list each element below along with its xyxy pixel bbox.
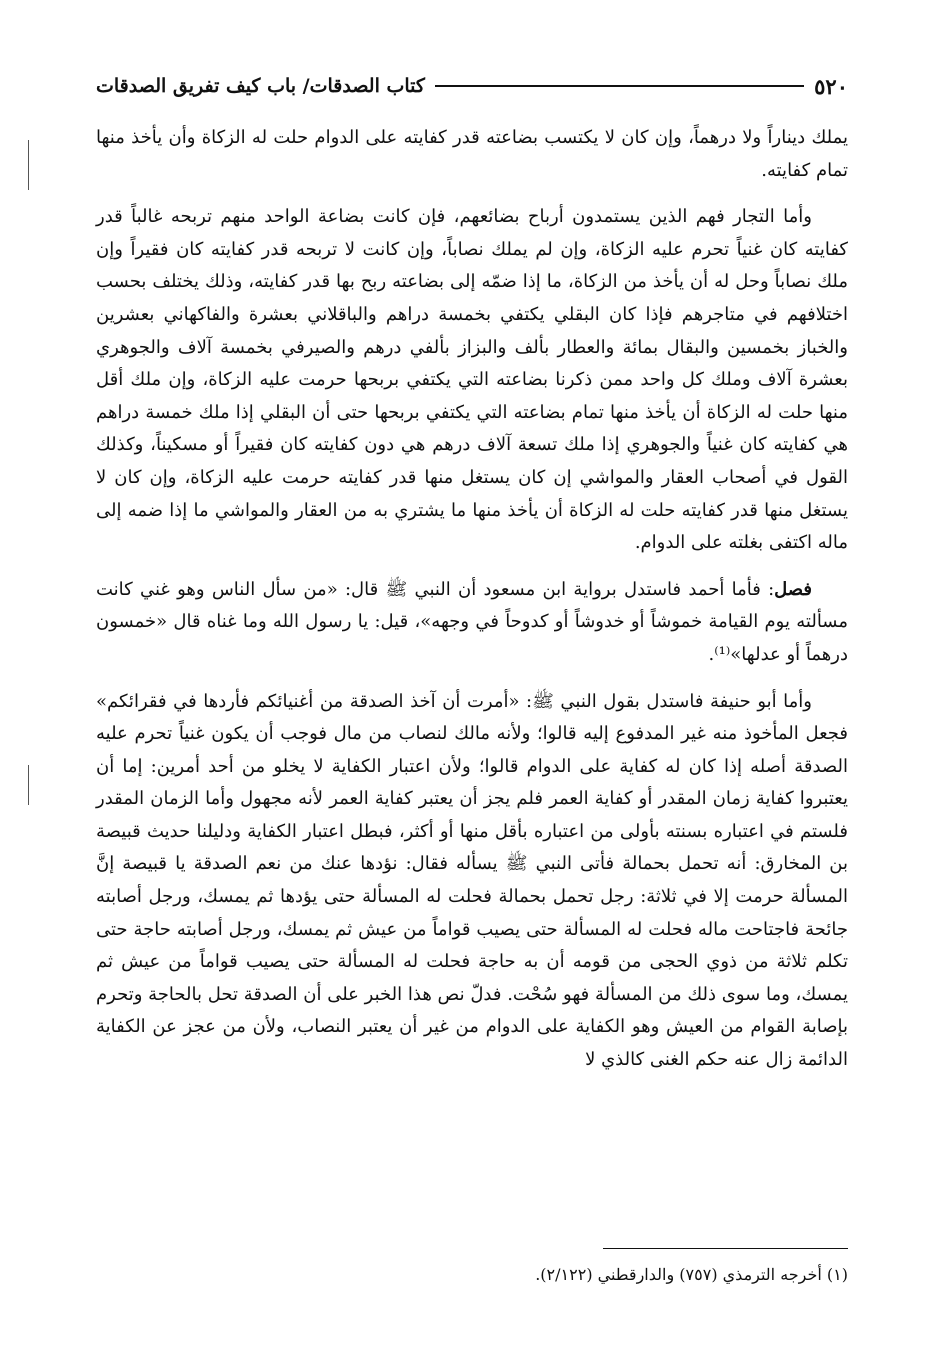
paragraph xyxy=(96,574,848,672)
header-rule xyxy=(435,85,804,87)
margin-mark xyxy=(28,765,29,805)
paragraph-text: : فأما أحمد فاستدل برواية ابن مسعود أن النبي ﷺ قال: «من سأل الناس وهو غني كانت مسألته يوم القيامة خموشاً أو خدوشاً أو كدوحاً في وجهه»، قيل: يا رسول الله وما غناه قال «خمسون درهماً أو عدلها»⁽¹⁾. xyxy=(96,578,848,665)
section-label: فصل xyxy=(774,578,812,600)
main-text xyxy=(96,122,848,1077)
paragraph xyxy=(96,122,848,187)
paragraph-text: وأما أبو حنيفة فاستدل بقول النبي ﷺ: «أمرت أن آخذ الصدقة من أغنيائكم فأردها في فقرائكم» فجعل المأخوذ منه غير المدفوع إليه قالوا؛ ولأنه مالك لنصاب من مال فوجب أن يكون غنياً تحرم عليه الصدقة أصله إذا كان له كفاية على الدوام قالوا؛ ولأن اعتبار الكفاية لا يخلو من أحد أمرين: إما أن يعتبروا كفاية زمان المقدر أو كفاية العمر فلم يجز أن يعتبر كفاية العمر لأنه مجهول وأما الزمان المقدر فلستم في اعتباره بسنته بأولى من اعتباره بأقل منها أو أكثر، فبطل اعتبار الكفاية ودليلنا حديث قبيصة بن المخارق: أنه تحمل بحمالة فأتى النبي ﷺ يسأله فقال: نؤدها عنك من نعم الصدقة يا قبيصة إنَّ المسألة حرمت إلا في ثلاثة: رجل تحمل بحمالة فحلت له المسألة حتى يؤدها ثم يمسك، ورجل أصابته جائحة فاجتاحت ماله فحلت له المسألة حتى يصيب قواماً من عيش ثم يمسك، ورجل أصابته حاجة حتى تكلم ثلاثة من ذوي الحجى من قومه أن به حاجة فحلت له المسألة حتى يصيب قواماً من عيش ثم يمسك، وما سوى ذلك من المسألة فهو سُحْت. فدلّ نص هذا الخبر على أن الصدقة تحل بالحاجة وتحرم بإصابة القوام من العيش وهو الكفاية على الدوام من غير أن يعتبر النصاب، ولأن من عجز عن الكفاية الدائمة زال عنه حكم الغنى كالذي لا xyxy=(96,690,848,1071)
margin-mark xyxy=(28,140,29,190)
page-header xyxy=(96,66,848,106)
paragraph xyxy=(96,201,848,560)
running-title: كتاب الصدقات/ باب كيف تفريق الصدقات xyxy=(96,75,425,97)
page-number: ٥٢٠ xyxy=(814,73,848,99)
paragraph-text: يملك ديناراً ولا درهماً، وإن كان لا يكتسب بضاعته قدر كفايته على الدوام حلت له الزكاة وأن يأخذ منها تمام كفايته. xyxy=(96,127,848,181)
footnote: (١) أخرجه الترمذي (٧٥٧) والدارقطني (٢/١٢٢). xyxy=(535,1265,848,1284)
paragraph-text: وأما التجار فهم الذين يستمدون أرباح بضائعهم، فإن كانت بضاعة الواحد منهم تربحه غالباً قدر كفايته كان غنياً تحرم عليه الزكاة، وإن لم يملك نصاباً، وإن كانت لا تربحه قدر كفايته كان فقيراً وإن ملك نصاباً وحل له أن يأخذ من الزكاة، ما إذا ضمّه إلى بضاعته ربح بها قدر كفايته، وذلك يختلف بحسب اختلافهم في متاجرهم فإذا كان البقلي يكتفي بخمسة دراهم والباقلاني بعشرة والفاكهاني بعشرين والخباز بخمسين والبقال بمائة والعطار بألف والبزاز بألفي درهم والصيرفي بخمسة آلاف والجوهري بعشرة آلاف وملك كل واحد ممن ذكرنا بضاعته التي يكتفي بربحها حرمت عليه الزكاة، وإن ملك أقل منها حلت له الزكاة أن يأخذ منها تمام بضاعته التي يكتفي بربحها حتى أن البقلي إذا ملك خمسة دراهم هي كفايته كان غنياً والجوهري إذا ملك تسعة آلاف درهم هي دون كفايته كان فقيراً أو مسكيناً، وكذلك القول في أصحاب العقار والمواشي إن كان يستغل منها قدر كفايته حرمت عليه الزكاة، وإن كان لا يستغل منها قدر كفايته حلت له الزكاة أن يأخذ منها ما يشتري به من العقار والمواشي ما إذا ضمه إلى ماله اكتفى بغلته على الدوام. xyxy=(96,206,848,554)
paragraph xyxy=(96,686,848,1077)
footnote-rule xyxy=(603,1248,848,1249)
